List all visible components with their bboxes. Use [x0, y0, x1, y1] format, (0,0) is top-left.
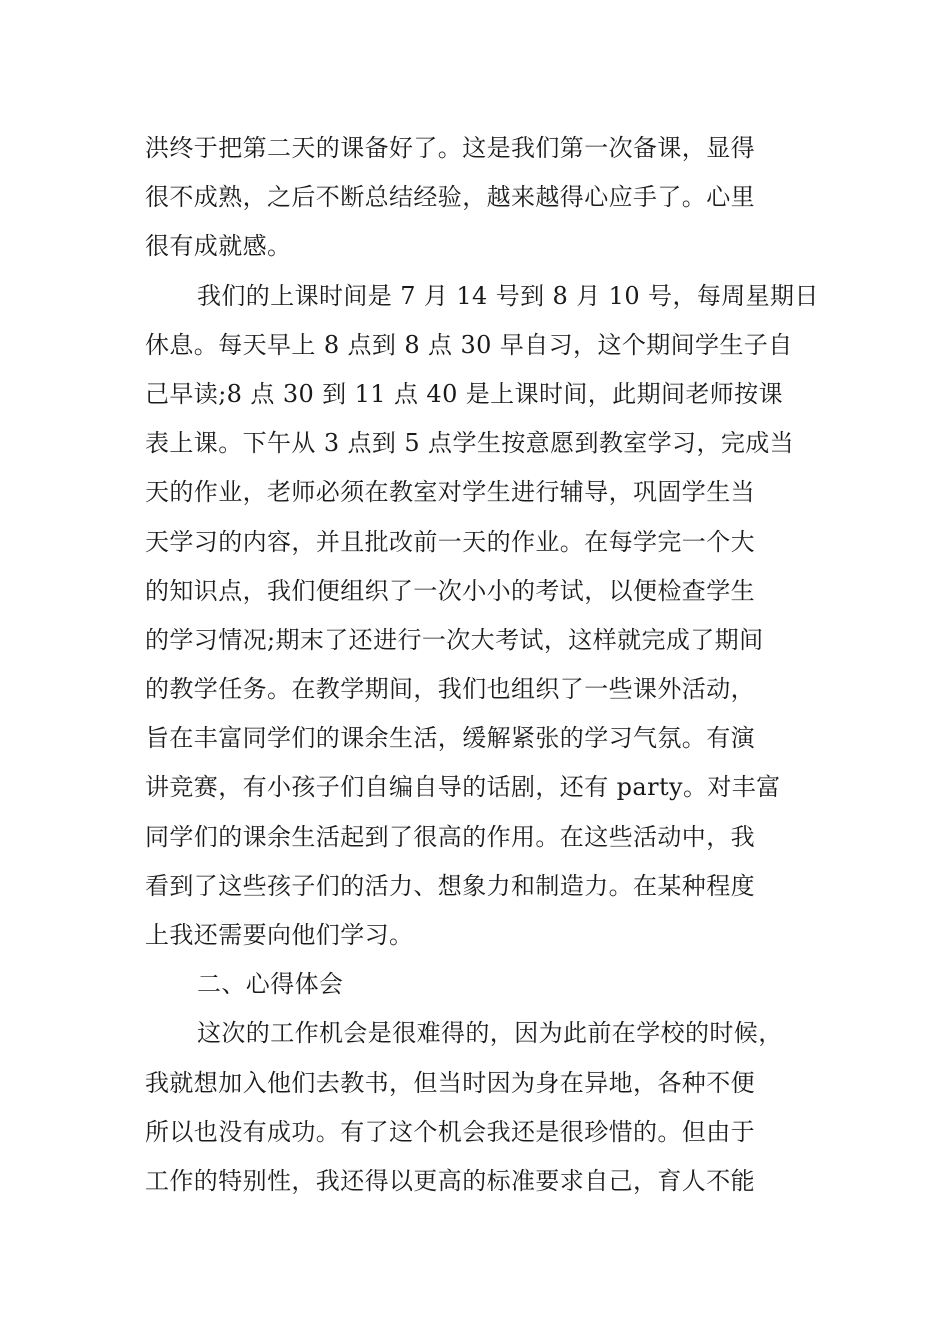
text-line: 看到了这些孩子们的活力、想象力和制造力。在某种程度 — [145, 871, 755, 900]
text-line: 休息。每天早上 8 点到 8 点 30 早自习，这个期间学生子自 — [145, 330, 793, 359]
text-line: 工作的特别性，我还得以更高的标准要求自己，育人不能 — [145, 1166, 755, 1195]
text-line: 很有成就感。 — [145, 232, 292, 261]
text-line: 很不成熟，之后不断总结经验，越来越得心应手了。心里 — [145, 183, 755, 212]
text-line: 天学习的内容，并且批改前一天的作业。在每学完一个大 — [145, 527, 755, 556]
text-line: 洪终于把第二天的课备好了。这是我们第一次备课，显得 — [145, 134, 755, 162]
document-body — [145, 124, 819, 1206]
text-line: 旨在丰富同学们的课余生活，缓解紧张的学习气氛。有演 — [145, 724, 755, 753]
text-line: 这次的工作机会是很难得的，因为此前在学校的时候， — [197, 1019, 783, 1048]
text-line: 同学们的课余生活起到了很高的作用。在这些活动中，我 — [145, 822, 755, 851]
text-line: 的知识点，我们便组织了一次小小的考试，以便检查学生 — [145, 576, 755, 605]
text-line: 的学习情况;期末了还进行一次大考试，这样就完成了期间 — [145, 625, 764, 654]
text-line: 己早读;8 点 30 到 11 点 40 是上课时间，此期间老师按课 — [145, 379, 783, 408]
text-line: 我们的上课时间是 7 月 14 号到 8 月 10 号，每周星期日 — [197, 281, 819, 310]
section-heading: 二、心得体会 — [197, 970, 344, 999]
text-line: 上我还需要向他们学习。 — [145, 921, 414, 949]
text-line: 讲竞赛，有小孩子们自编自导的话剧，还有 party。对丰富 — [145, 773, 781, 802]
text-line: 的教学任务。在教学期间，我们也组织了一些课外活动， — [145, 675, 755, 704]
text-line: 所以也没有成功。有了这个机会我还是很珍惜的。但由于 — [145, 1117, 755, 1146]
text-line: 天的作业，老师必须在教室对学生进行辅导，巩固学生当 — [145, 478, 755, 507]
text-line: 我就想加入他们去教书，但当时因为身在异地，各种不便 — [145, 1068, 755, 1097]
text-line: 表上课。下午从 3 点到 5 点学生按意愿到教室学习，完成当 — [145, 429, 795, 458]
